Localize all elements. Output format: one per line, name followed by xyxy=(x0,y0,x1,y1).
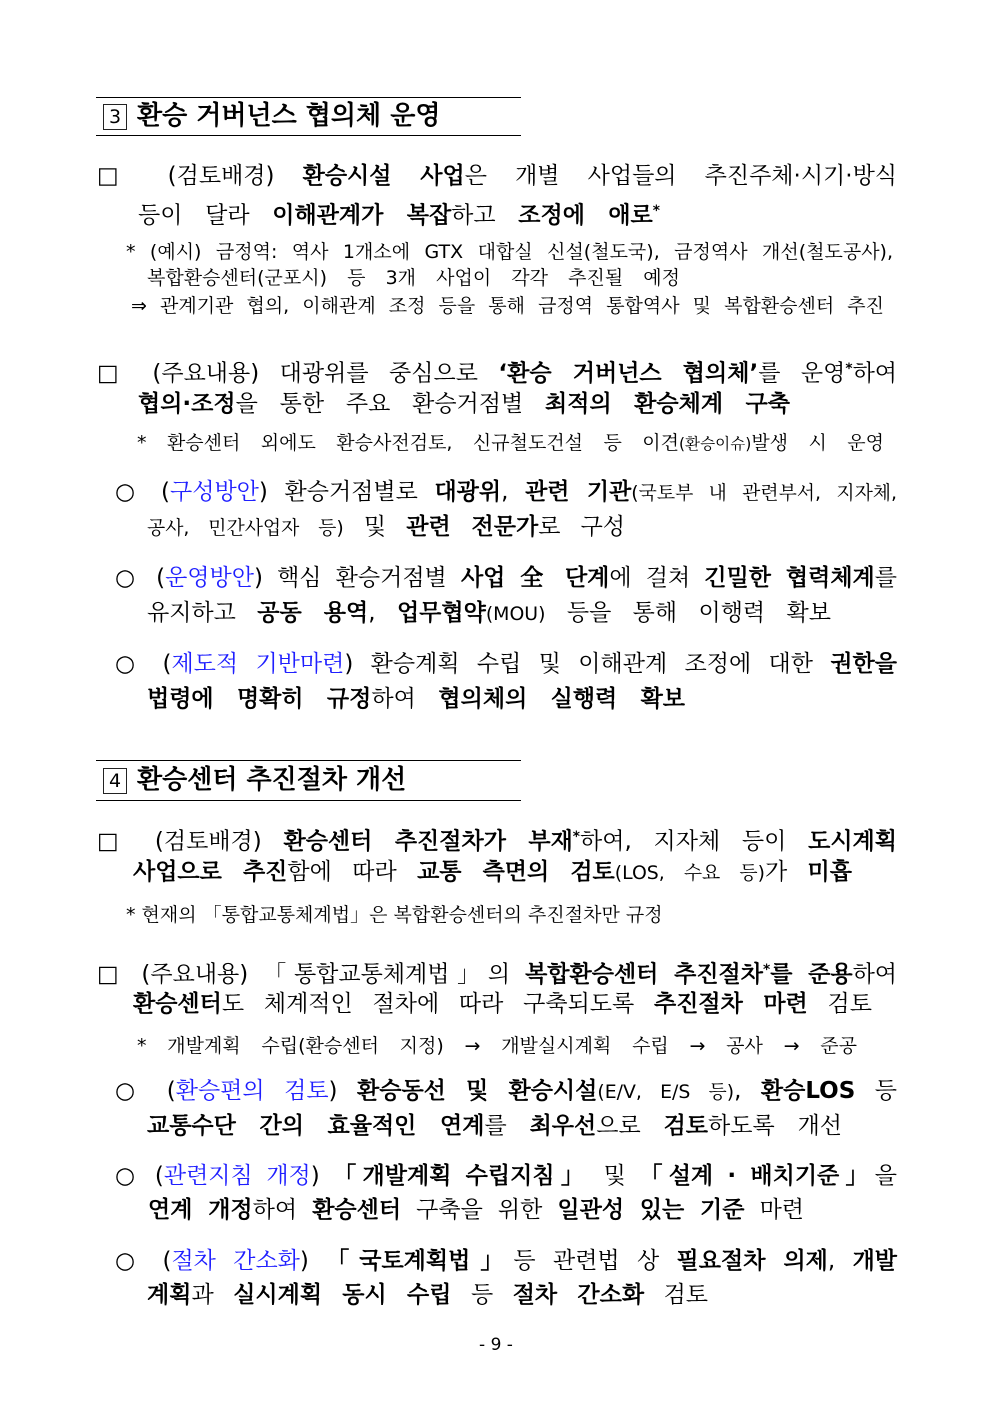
item-label: 운영방안 xyxy=(165,565,254,591)
emphasis-text: 환승시설 사업 xyxy=(302,163,465,189)
note-text: (국토부 내 관련부서, 지자체, xyxy=(631,482,897,504)
emphasis-text: 사업으로 추진 xyxy=(133,859,288,885)
text-segment: 은 개별 사업들의 추진주체·시기·방식 xyxy=(464,163,898,189)
text-segment: □ (검토배경) xyxy=(97,163,303,189)
text-segment: ○ ( xyxy=(115,651,172,677)
emphasis-text: 일관성 있는 기준 xyxy=(557,1197,745,1223)
page-number: - 9 - xyxy=(479,1335,513,1355)
text-segment: 으로 xyxy=(596,1113,664,1139)
footnote-mark: * xyxy=(652,203,660,219)
emphasis-text: 환승동선 및 환승시설 xyxy=(357,1078,598,1104)
text-segment: ) 환승계획 수립 및 이해관계 조정에 대한 xyxy=(344,651,831,677)
topic-continuation xyxy=(138,194,660,228)
text-segment: 함에 따라 xyxy=(287,859,418,885)
emphasis-text: 환승센터 xyxy=(312,1197,402,1223)
bullet-continuation xyxy=(147,1278,708,1312)
text-segment: ○ ( xyxy=(115,1248,172,1274)
note-text: (E/V, E/S 등) xyxy=(597,1081,735,1103)
footnote-line xyxy=(137,430,884,456)
emphasis-text: 협의체의 실행력 확보 xyxy=(438,686,685,712)
text-segment: * 개발계획 수립(환승센터 지정) → 개발실시계획 수립 → 공사 → 준공 xyxy=(137,1035,857,1057)
section-header xyxy=(96,97,521,136)
text-segment: ○ ( xyxy=(115,479,171,505)
text-segment: ○ ( xyxy=(115,1163,164,1189)
text-segment: 하고 xyxy=(451,202,519,229)
emphasis-text: 환승센터 xyxy=(133,991,222,1017)
text-segment: ○ ( xyxy=(115,565,166,591)
text-segment: 과 xyxy=(191,1282,234,1308)
emphasis-text: 최우선 xyxy=(529,1113,597,1139)
footnote-mark: * xyxy=(572,829,581,845)
emphasis-text: 「설계 · 배치기준」 xyxy=(639,1163,875,1189)
topic-line xyxy=(97,159,897,193)
emphasis-text: 환승LOS xyxy=(760,1078,856,1104)
item-label: 제도적 기반마련 xyxy=(171,651,345,677)
emphasis-text: 「개발계획 수립지침」 xyxy=(333,1163,591,1189)
text-segment: □ (주요내용) 대광위를 중심으로 xyxy=(97,360,499,387)
emphasis-text: 절차 간소화 xyxy=(512,1282,645,1308)
text-segment: 를 xyxy=(874,565,897,591)
footnote-line xyxy=(126,239,893,265)
text-segment: 을 xyxy=(874,1163,897,1189)
emphasis-text: 를 준용 xyxy=(770,961,853,988)
bullet-item-line xyxy=(115,475,897,509)
text-segment: 를 운영 xyxy=(758,360,846,387)
text-segment: 하여 xyxy=(852,961,897,988)
topic-continuation xyxy=(133,855,852,889)
emphasis-text: 협의·조정 xyxy=(138,391,236,417)
text-segment: 하여 xyxy=(371,686,439,712)
footnote-continuation xyxy=(147,265,680,291)
footnote-mark: * xyxy=(762,962,771,978)
text-segment: , xyxy=(827,1248,853,1274)
emphasis-text: 대광위 xyxy=(434,479,502,505)
section-title: 환승센터 추진절차 개선 xyxy=(137,765,407,795)
emphasis-text: 실시계획 동시 수립 xyxy=(233,1282,452,1308)
emphasis-text: 환승센터 추진절차가 부재 xyxy=(283,828,573,855)
text-segment: 하여 xyxy=(852,360,897,387)
emphasis-text: 「국토계획법」 xyxy=(326,1248,514,1274)
text-segment: 마련 xyxy=(744,1197,805,1223)
item-label: 관련지침 개정 xyxy=(163,1163,311,1189)
text-segment: ) 핵심 환승거점별 xyxy=(253,565,461,591)
emphasis-text: 관련 전문가 xyxy=(406,514,539,540)
bullet-continuation xyxy=(148,1193,804,1227)
emphasis-text: 권한을 xyxy=(830,651,897,677)
topic-line xyxy=(97,820,897,854)
bullet-item-line xyxy=(115,647,897,681)
emphasis-text: 복합환승센터 추진절차 xyxy=(525,961,763,988)
bullet-item-line xyxy=(115,1159,897,1193)
emphasis-text: 도시계획 xyxy=(808,828,897,855)
note-text: (환승이슈) xyxy=(678,435,752,453)
footnote-mark: * xyxy=(845,361,853,377)
bullet-item-line xyxy=(115,1244,897,1278)
bullet-continuation xyxy=(147,510,625,544)
emphasis-text: ‘환승 거버넌스 협의체’ xyxy=(498,360,759,387)
emphasis-text: 교통수단 간의 효율적인 연계 xyxy=(147,1113,485,1139)
emphasis-text: 관련 기관 xyxy=(525,479,632,505)
emphasis-text: 사업 全 단계 xyxy=(460,565,610,591)
footnote-line xyxy=(126,902,726,928)
section-number-box: 3 xyxy=(103,104,127,130)
text-segment: ) xyxy=(310,1163,334,1189)
text-segment: , xyxy=(368,600,397,626)
emphasis-text: 추진절차 마련 xyxy=(654,991,808,1017)
text-segment: 하여 xyxy=(252,1197,313,1223)
note-text: (MOU) xyxy=(485,603,546,625)
section-title: 환승 거버넌스 협의체 운영 xyxy=(137,101,441,131)
text-segment: 등 관련법 상 xyxy=(513,1248,677,1274)
bullet-continuation xyxy=(147,596,831,630)
bullet-continuation xyxy=(147,1109,842,1143)
emphasis-text: 교통 측면의 검토 xyxy=(417,859,615,885)
bullet-item-line xyxy=(115,1074,897,1108)
note-text: 공사, 민간사업자 등) xyxy=(147,517,344,539)
text-segment: * (예시) 금정역: 역사 1개소에 GTX 대합실 신설(철도국), 금정역사 개선(철도공사), xyxy=(126,241,893,263)
text-segment: 등 xyxy=(855,1078,897,1104)
bullet-item-line xyxy=(115,561,897,595)
text-segment: 에 걸쳐 xyxy=(609,565,705,591)
item-label: 구성방안 xyxy=(170,479,259,505)
text-segment: * 환승센터 외에도 환승사전검토, 신규철도건설 등 이견 xyxy=(137,432,679,454)
emphasis-text: 공동 용역 xyxy=(257,600,369,626)
text-segment: 를 xyxy=(484,1113,530,1139)
text-segment: 하도록 개선 xyxy=(708,1113,843,1139)
text-segment: 검토 xyxy=(644,1282,709,1308)
topic-line xyxy=(97,953,897,987)
text-segment: ⇒ 관계기관 협의, 이해관계 조정 등을 통해 금정역 통합역사 및 복합환승센터 추진 xyxy=(131,295,884,317)
text-segment: ○ ( xyxy=(115,1078,176,1104)
text-segment: 가 xyxy=(764,859,808,885)
topic-continuation xyxy=(133,987,872,1021)
text-segment: ) 환승거점별로 xyxy=(258,479,435,505)
emphasis-text: 검토 xyxy=(663,1113,709,1139)
emphasis-text: 법령에 명확히 규정 xyxy=(147,686,372,712)
text-segment: 하여, 지자체 등이 xyxy=(580,828,809,855)
text-segment: * 현재의 「통합교통체계법」은 복합환승센터의 추진절차만 규정 xyxy=(126,904,663,926)
emphasis-text: 개발 xyxy=(852,1248,898,1274)
item-label: 환승편의 검토 xyxy=(175,1078,329,1104)
footnote-line xyxy=(137,1033,857,1059)
note-text: (LOS, 수요 등) xyxy=(614,862,765,884)
footnote-conclusion xyxy=(131,293,884,319)
topic-line xyxy=(97,352,897,386)
text-segment: 등 xyxy=(451,1282,513,1308)
emphasis-text: 긴밀한 협력체계 xyxy=(704,565,875,591)
emphasis-text: 필요절차 의제 xyxy=(676,1248,828,1274)
text-segment: □ (주요내용) 「통합교통체계법」의 xyxy=(97,961,526,988)
text-segment: 복합환승센터(군포시) 등 3개 사업이 각각 추진될 예정 xyxy=(147,267,680,289)
text-segment: 검토 xyxy=(807,991,872,1017)
text-segment: 발생 시 운영 xyxy=(751,432,884,454)
emphasis-text: 조정에 애로 xyxy=(518,202,653,229)
emphasis-text: 업무협약 xyxy=(396,600,486,626)
bullet-continuation xyxy=(147,682,685,716)
text-segment: 및 xyxy=(590,1163,640,1189)
emphasis-text: 미흡 xyxy=(807,859,852,885)
text-segment: 유지하고 xyxy=(147,600,258,626)
text-segment: □ (검토배경) xyxy=(97,828,284,855)
section-header xyxy=(96,760,521,801)
text-segment: , xyxy=(734,1078,761,1104)
text-segment: 및 xyxy=(343,514,407,540)
text-segment: ) xyxy=(299,1248,327,1274)
text-segment: 구축을 위한 xyxy=(401,1197,558,1223)
text-segment: 로 구성 xyxy=(538,514,625,540)
topic-continuation xyxy=(138,387,790,421)
text-segment: 도 체계적인 절차에 따라 구축되도록 xyxy=(221,991,654,1017)
emphasis-text: 최적의 환승체계 구축 xyxy=(545,391,790,417)
text-segment: , xyxy=(501,479,526,505)
section-number-box: 4 xyxy=(103,768,127,794)
emphasis-text: 계획 xyxy=(147,1282,192,1308)
emphasis-text: 연계 개정 xyxy=(148,1197,253,1223)
text-segment: ) xyxy=(328,1078,358,1104)
text-segment: 등을 통해 이행력 확보 xyxy=(545,600,831,626)
text-segment: 을 통한 주요 환승거점별 xyxy=(235,391,546,417)
emphasis-text: 이해관계가 복잡 xyxy=(272,202,452,229)
text-segment: 등이 달라 xyxy=(138,202,273,229)
item-label: 절차 간소화 xyxy=(171,1248,300,1274)
